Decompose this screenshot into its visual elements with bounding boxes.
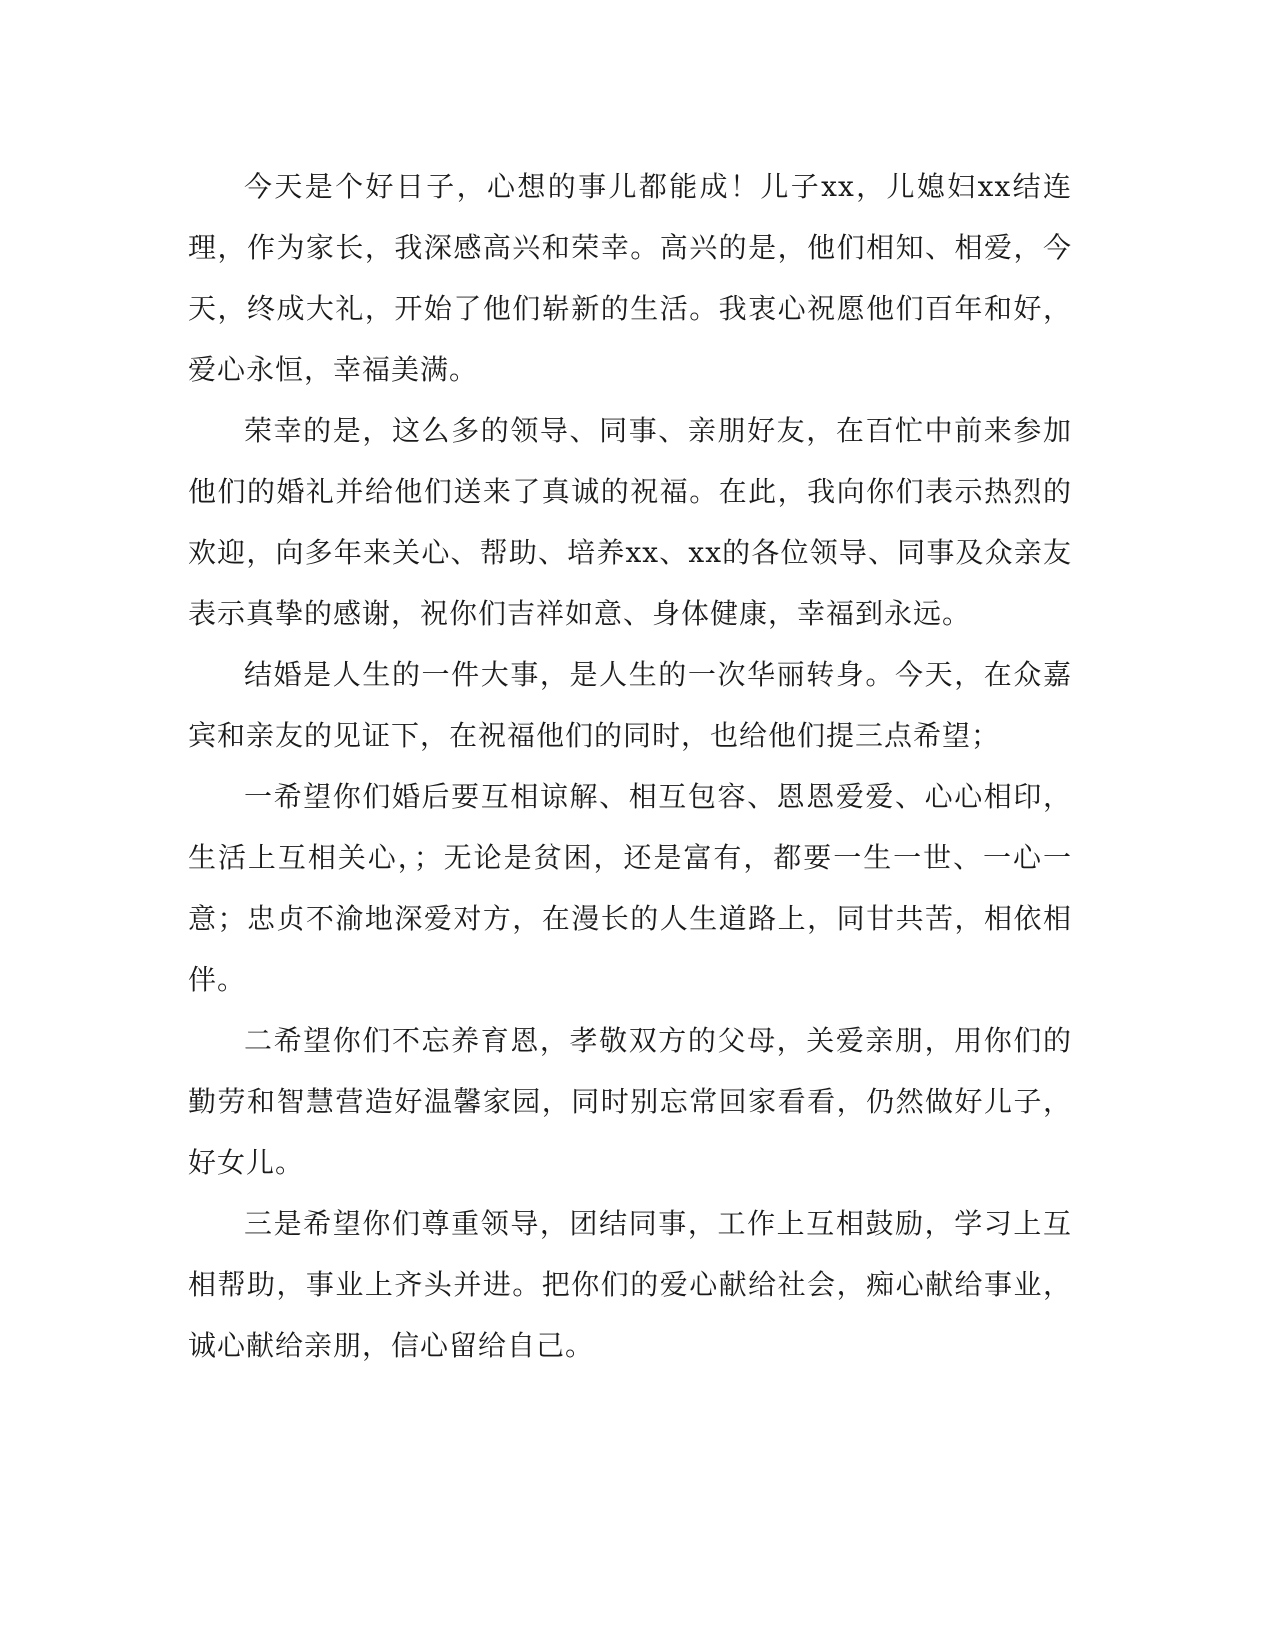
paragraph-5: 二希望你们不忘养育恩，孝敬双方的父母，关爱亲朋，用你们的勤劳和智慧营造好温馨家园，同时别忘常回家看看，仍然做好儿子，好女儿。	[188, 1024, 1072, 1179]
paragraph-6: 三是希望你们尊重领导，团结同事，工作上互相鼓励，学习上互相帮助，事业上齐头并进。把你们的爱心献给社会，痴心献给事业，诚心献给亲朋，信心留给自己。	[188, 1207, 1072, 1362]
paragraph-3: 结婚是人生的一件大事，是人生的一次华丽转身。今天，在众嘉宾和亲友的见证下，在祝福他们的同时，也给他们提三点希望；	[188, 658, 1072, 752]
paragraph-4: 一希望你们婚后要互相谅解、相互包容、恩恩爱爱、心心相印，生活上互相关心，；无论是贫困，还是富有，都要一生一世、一心一意；忠贞不渝地深爱对方，在漫长的人生道路上，同甘共苦，相依相伴。	[188, 780, 1072, 996]
document-body	[188, 156, 1072, 1376]
paragraph-2: 荣幸的是，这么多的领导、同事、亲朋好友，在百忙中前来参加他们的婚礼并给他们送来了真诚的祝福。在此，我向你们表示热烈的欢迎，向多年来关心、帮助、培养xx、xx的各位领导、同事及众亲友表示真挚的感谢，祝你们吉祥如意、身体健康，幸福到永远。	[188, 414, 1072, 630]
paragraph-1: 今天是个好日子，心想的事儿都能成！儿子xx，儿媳妇xx结连理，作为家长，我深感高兴和荣幸。高兴的是，他们相知、相爱，今天，终成大礼，开始了他们崭新的生活。我衷心祝愿他们百年和好，爱心永恒，幸福美满。	[188, 170, 1072, 386]
